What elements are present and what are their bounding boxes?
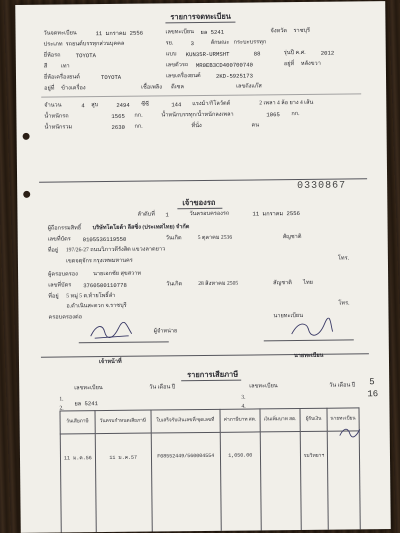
cell-registrar (327, 431, 360, 533)
possessor-id: 0105536119550 (82, 235, 127, 244)
chassis-location: หลังขวา (300, 60, 321, 67)
header-receipt: ใบเสร็จรับเงินเลขที่/ชุดเลขที่ (151, 409, 220, 433)
possessor-label: ผู้ถือกรรมสิทธิ์ (47, 225, 82, 232)
registration-title: รายการจดทะเบียน (170, 11, 231, 22)
signature-left (89, 322, 134, 342)
serial-number: 0330867 (297, 180, 347, 193)
chassis-number: MR0EB3CD400700740 (195, 61, 254, 70)
vehicle-model: KUN35R-URMSHT (185, 50, 230, 59)
possessor-address: 197/26-27 ถนนวิภาวดีรังสิต แขวงลาดยาว (65, 246, 166, 254)
birth-label: วันเกิด (165, 235, 182, 242)
tax-plate-value: ยล 5241 (74, 400, 98, 408)
color-label: สี (43, 63, 48, 70)
nation-label: สัญชาติ (282, 233, 302, 241)
engine-location: ข้างเครื่อง (61, 85, 86, 92)
cell-tax-date: 11 ม.ค.56 (60, 434, 96, 533)
owner-date: 11 มกราคม 2556 (252, 209, 300, 218)
holder-label: ผู้ครอบครอง (48, 271, 78, 278)
axle-info: 2 เพลา 4 ล้อ ยาง 4 เส้น (259, 99, 314, 107)
holder-nation: ไทย (303, 279, 313, 286)
vehicle-style: กระบะบรรทุก (233, 39, 267, 46)
occupy-label: ครอบครองต่อ (48, 314, 83, 321)
cylinder-unit: สูบ (91, 102, 99, 109)
seat-label: ที่นั่ง (191, 123, 202, 130)
title-underline (181, 380, 241, 381)
tax-date-label: วัน เดือน ปี (149, 384, 176, 391)
stamp-number-2: 16 (367, 389, 379, 400)
punch-hole (23, 133, 30, 140)
style-label: ลักษณะ (210, 39, 230, 46)
gas-tank-label: เลขถังแก๊ส (236, 83, 262, 90)
entry-number-4: 4. (241, 403, 246, 410)
cylinder-label: จำนวน (44, 102, 62, 109)
model-year: 2012 (320, 49, 335, 57)
signature-line (264, 339, 354, 340)
holder-phone-label: โทร. (338, 300, 350, 307)
registrar-signature (338, 425, 362, 439)
engine-loc-label: อยู่ที่ (44, 85, 55, 92)
plate-number: ยล 5241 (200, 28, 225, 37)
title-underline (177, 208, 222, 209)
holder-address: 5 หมู่ 5 ต.ท้ายโพธิ์ลำ (66, 292, 116, 300)
holder-address-2: อ.ดำเนินสะดวก จ.ราชบุรี (66, 302, 127, 310)
cell-due-date: 11 ม.ค.57 (95, 433, 152, 533)
plate-label: เลขทะเบียน (165, 29, 194, 36)
title-underline (165, 22, 235, 23)
header-receiver: ผู้รับเงิน (300, 408, 327, 431)
holder-nation-label: สัญชาติ (273, 280, 292, 287)
tax-plate-label: เลขทะเบียน (74, 385, 103, 392)
owner-order: 1 (165, 211, 169, 219)
vehicle-color: เทา (60, 63, 70, 70)
engine-no-label: เลขเครื่องยนต์ (165, 73, 201, 80)
possessor-address-2: เขตจตุจักร กรุงเทพมหานคร (65, 257, 133, 265)
engine-brand: TOYOTA (100, 73, 122, 82)
table-row (60, 431, 360, 533)
tax-plate-label-2: เลขทะเบียน (249, 383, 278, 390)
entry-number-1: 1. (59, 396, 64, 403)
possessor-name: บริษัทโตโยต้า ลีสซิ่ง (ประเทศไทย) จำกัด (92, 224, 190, 232)
weight-unit: กก. (134, 112, 143, 119)
gross-label: น้ำหนักรวม (44, 124, 73, 131)
cell-surcharge (260, 431, 302, 532)
horsepower: 144 (171, 101, 182, 109)
model-code: 88 (253, 50, 261, 58)
header-surcharge: เงินเพิ่มบาท สต. (260, 408, 301, 431)
type-label: ประเภท (43, 41, 63, 48)
tax-table-header (60, 408, 359, 434)
vehicle-type: รถยนต์บรรทุกส่วนบุคคล (65, 40, 125, 48)
officer-label: นายทะเบียน (273, 312, 304, 320)
chassis-loc-label: อยู่ที่ (283, 61, 295, 68)
year-label: รุ่นปี ค.ศ. (283, 49, 306, 57)
vehicle-weight: 1565 (111, 112, 125, 120)
load-unit: กก. (291, 110, 300, 118)
code-label: รย. (165, 40, 174, 47)
vehicle-code: 3 (190, 40, 195, 48)
addr-label: ที่อยู่ (47, 247, 59, 254)
cell-receipt: F08552449/560004554 (151, 432, 221, 533)
phone-label: โทร. (337, 255, 350, 262)
cell-receiver: รมวิทยาฯ (300, 431, 328, 533)
holder-addr-label: ที่อยู่ (48, 293, 59, 300)
cell-tax-amount: 1,050.00 (220, 432, 261, 533)
signature-right (289, 318, 334, 340)
header-tax-date: วันเสียภาษี (60, 411, 95, 434)
holder-birth-label: วันเกิด (166, 281, 183, 288)
gross-unit: กก. (134, 123, 143, 130)
cc-unit: ซีซี (141, 101, 149, 108)
engine-brand-label: ยี่ห้อเครื่องยนต์ (43, 74, 80, 81)
chassis-label: เลขตัวรถ (165, 62, 189, 69)
seat-unit: คน (251, 122, 260, 129)
load-label: น้ำหนักบรรทุก/น้ำหนักลงเพลา (161, 111, 234, 119)
cylinder-count: 4 (81, 102, 85, 110)
engine-number: 2KD-5925173 (215, 72, 253, 80)
holder-id-label: เลขที่บัตร (48, 282, 72, 289)
holder-name: นายเอกชัย สุขสวาท (93, 270, 142, 278)
staff-heading: เจ้าหน้าที่ (98, 358, 122, 366)
owner-title: เจ้าของรถ (182, 197, 216, 208)
dealer-label: ผู้จำหน่าย (153, 328, 178, 335)
tax-title: รายการเสียภาษี (187, 369, 239, 380)
reg-date: 11 มกราคม 2556 (95, 29, 144, 38)
vehicle-brand: TOYOTA (75, 52, 96, 60)
owner-date-label: วันครอบครองรถ (189, 210, 230, 218)
weight-label: น้ำหนักรถ (44, 113, 69, 120)
entry-number-2: 2. (59, 405, 64, 412)
model-label: แบบ (165, 51, 177, 58)
divider (41, 93, 361, 97)
horsepower-label: แรงม้า/กิโลวัตต์ (192, 100, 231, 108)
id-label: เลขที่บัตร (47, 236, 71, 243)
reg-date-label: วันจดทะเบียน (43, 30, 77, 37)
punch-hole (23, 191, 30, 198)
officer-heading: นายทะเบียน (293, 352, 324, 360)
holder-id: 3760500110778 (83, 281, 127, 290)
stamp-number: 5 (369, 377, 375, 388)
tax-date-label-2: วัน เดือน ปี (329, 382, 356, 389)
possessor-birth: 5 ตุลาคม 2536 (197, 234, 233, 242)
gross-weight: 2630 (111, 123, 126, 131)
province: ราชบุรี (293, 27, 311, 35)
signature-line (79, 341, 169, 342)
engine-cc: 2494 (116, 101, 130, 109)
holder-birth: 28 สิงหาคม 2505 (198, 280, 239, 288)
load-weight: 1065 (266, 111, 280, 119)
fuel-type: ดีเซล (171, 84, 184, 91)
brand-label: ยี่ห้อรถ (43, 52, 61, 59)
province-label: จังหวัด (270, 28, 288, 35)
header-due-date: วันครบกำหนดเสียภาษี (95, 410, 151, 434)
fuel-label: เชื้อเพลิง (141, 84, 162, 91)
header-tax-amount: ค่าภาษีบาท สต. (220, 409, 260, 432)
entry-number-3: 3. (241, 394, 246, 401)
registration-document (15, 1, 391, 533)
header-registrar: นายทะเบียน (327, 408, 359, 431)
order-label: ลำดับที่ (137, 211, 155, 218)
